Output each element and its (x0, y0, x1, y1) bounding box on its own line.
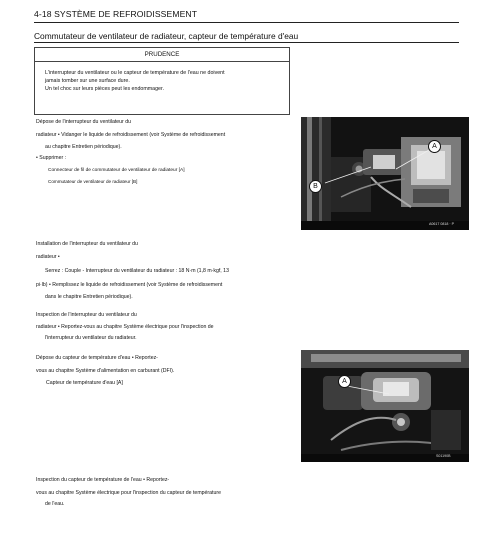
removal-line: radiateur • Vidanger le liquide de refroidissement (voir Système de refroidissement (36, 132, 226, 138)
water-temperature-sensor-photo (301, 350, 469, 462)
section-rule (34, 42, 459, 43)
sensor-removal-line: vous au chapitre Système d'alimentation en carburant (DFI). (36, 368, 175, 374)
caution-box (34, 47, 290, 115)
caution-line: Un tel choc sur leurs pièces peut les endommager. (45, 86, 164, 93)
removal-heading: Dépose de l'interrupteur du ventilateur du (36, 119, 132, 125)
installation-line: pi·lb) • Remplissez le liquide de refroidissement (voir Système de refroidissement (36, 282, 223, 288)
page-header: 4-18 SYSTÈME DE REFROIDISSEMENT (34, 9, 198, 19)
installation-line: dans le chapitre Entretien périodique). (45, 294, 133, 300)
removal-line: • Supprimer : (36, 155, 67, 161)
sensor-removal-heading: Dépose du capteur de température d'eau • Reportez- (36, 355, 158, 361)
removal-item-a: Connecteur de fil de commutateur de ventilateur de radiateur [A] (48, 168, 185, 173)
removal-line: au chapitre Entretien périodique). (45, 144, 122, 150)
callout-a-marker: A (338, 375, 351, 388)
callout-a-marker: A (428, 140, 441, 153)
sensor-inspection-line: de l'eau. (45, 501, 65, 507)
inspection-line: radiateur • Reportez-vous au chapitre Système électrique pour l'inspection de (36, 324, 214, 330)
caution-heading: PRUDENCE (35, 48, 289, 62)
radiator-fan-switch-photo (301, 117, 469, 230)
installation-torque: Serrez : Couple - Interrupteur du ventilateur du radiateur : 18 N·m (1,8 m·kgf, 13 (45, 268, 229, 274)
installation-line: radiateur • (36, 254, 60, 260)
inspection-heading: Inspection de l'interrupteur du ventilateur du (36, 312, 137, 318)
caution-line: L'interrupteur du ventilateur ou le capteur de température de l'eau ne doivent (45, 70, 225, 76)
sensor-item-a: Capteur de température d'eau [A] (46, 380, 123, 386)
inspection-line: l'interrupteur du ventilateur du radiateur. (45, 335, 137, 341)
photo-code: A0617 0818 · P (429, 222, 454, 226)
installation-heading: Installation de l'interrupteur du ventilateur du (36, 241, 138, 247)
header-rule (34, 22, 459, 23)
sensor-inspection-line: vous au chapitre Système électrique pour l'inspection du capteur de température (36, 490, 221, 496)
removal-item-b: Commutateur de ventilateur de radiateur [B] (48, 179, 138, 184)
sensor-inspection-heading: Inspection du capteur de température de l'eau • Reportez- (36, 477, 170, 483)
section-title: Commutateur de ventilateur de radiateur, capteur de température d'eau (34, 31, 299, 41)
callout-b-marker: B (309, 180, 322, 193)
caution-line: jamais tomber sur une surface dure. (45, 78, 130, 85)
photo-code: S01190B (436, 454, 451, 458)
